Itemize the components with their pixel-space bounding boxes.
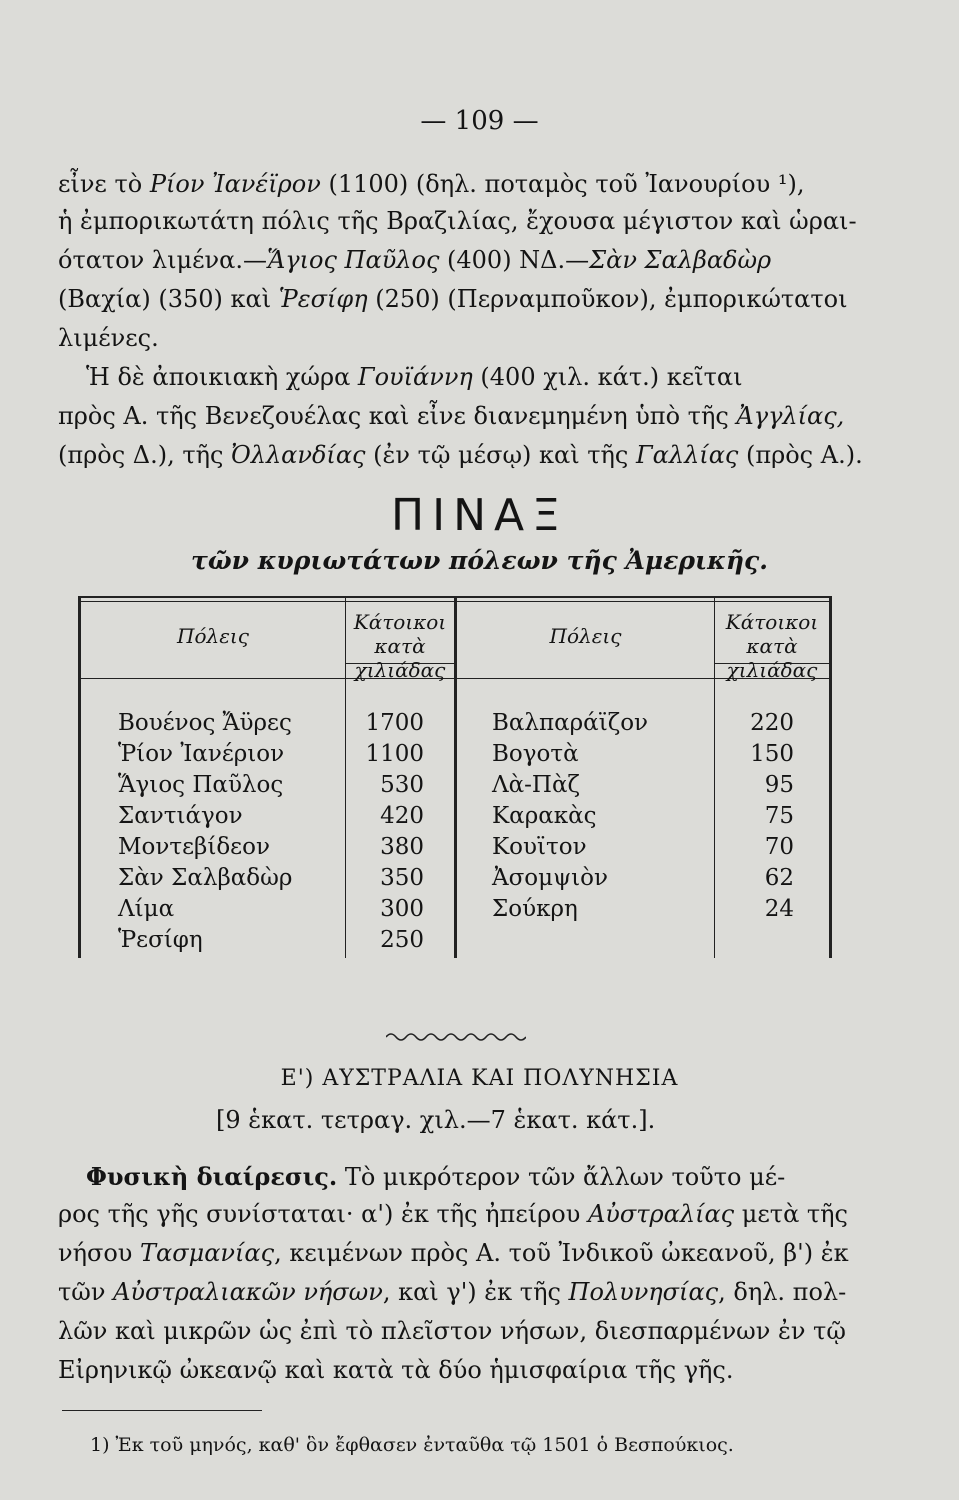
intro-line-8 xyxy=(58,441,863,469)
table-cell-city: Λὰ-Πὰζ xyxy=(492,772,580,798)
table-cell-value: 380 xyxy=(380,834,424,860)
table-cell-value: 350 xyxy=(380,865,424,891)
text: Ἡ δὲ ἀποικιακὴ χώρα xyxy=(86,363,358,391)
text: , κειμένων πρὸς Α. τοῦ Ἰνδικοῦ ὠκεανοῦ, β') ἐκ xyxy=(274,1239,849,1267)
table-cell-city: Λίμα xyxy=(118,896,175,922)
header-cities-right: Πόλεις xyxy=(549,624,622,648)
text-italic: Αὐστραλίας xyxy=(587,1200,735,1228)
intro-line-5: λιμένες. xyxy=(58,324,159,352)
text: ρος τῆς γῆς συνίσταται· α') ἐκ τῆς ἠπείρου xyxy=(58,1200,588,1228)
header-inhabitants-right-1: Κάτοικοι xyxy=(725,610,819,634)
text-italic: Γαλλίας xyxy=(636,441,739,469)
table-cell-city: Μοντεβίδεον xyxy=(118,834,270,860)
text: (1100) (δηλ. ποταμὸς τοῦ Ἰανουρίου ¹), xyxy=(320,170,805,198)
text: ότατον λιμένα.— xyxy=(58,246,267,274)
text-italic: Γουϊάννη xyxy=(357,363,473,391)
footnote: 1) Ἐκ τοῦ μηνός, καθ' ὃν ἔφθασεν ἐνταῦθα τῷ 1501 ὁ Βεσπούκιος. xyxy=(90,1434,734,1456)
table-cell-value: 530 xyxy=(380,772,424,798)
table-cell-value: 1100 xyxy=(365,741,424,767)
table-cell-city: Κουϊτον xyxy=(492,834,587,860)
table-cell-value: 250 xyxy=(380,927,424,953)
table-cell-city: Βουένος Ἄϋρες xyxy=(118,710,292,736)
text: εἶνε τὸ xyxy=(58,170,150,198)
intro-line-7 xyxy=(58,402,848,430)
text: (400) ΝΔ.— xyxy=(439,246,590,274)
table-cell-city: Σαντιάγον xyxy=(118,803,243,829)
body-line-3 xyxy=(58,1239,848,1267)
table-subtitle: τῶν κυριωτάτων πόλεων τῆς Ἀμερικῆς. xyxy=(191,546,768,575)
text: τῶν xyxy=(58,1278,114,1306)
table-border-left xyxy=(78,596,81,958)
text-italic: Ῥεσίφη xyxy=(278,285,368,313)
section-stats: [9 ἑκατ. τετραγ. χιλ.—7 ἑκατ. κάτ.]. xyxy=(216,1106,656,1134)
table-cell-city: Καρακὰς xyxy=(492,803,597,829)
header-inhabitants-right-3: χιλιάδας xyxy=(726,658,818,682)
table-cell-value: 24 xyxy=(764,896,794,922)
header-inhabitants-left-3: χιλιάδας xyxy=(354,658,446,682)
header-inhabitants-right-2: κατὰ xyxy=(746,634,798,658)
header-cities-left: Πόλεις xyxy=(177,624,249,648)
table-cell-city: Βαλπαράϊζον xyxy=(492,710,649,736)
table-cell-value: 62 xyxy=(764,865,794,891)
table-cell-value: 220 xyxy=(750,710,794,736)
intro-line-6 xyxy=(86,363,876,391)
table-cell-city: Ἅγιος Παῦλος xyxy=(118,772,284,798)
text-italic: Ρίον Ἰανέϊρον xyxy=(149,170,321,198)
text-italic: Αὐστραλιακῶν νήσων xyxy=(113,1278,383,1306)
header-inhabitants-left-1: Κάτοικοι xyxy=(353,610,447,634)
header-inhabitants-left-2: κατὰ xyxy=(374,634,426,658)
intro-line-4 xyxy=(58,285,848,313)
table-cell-value: 75 xyxy=(764,803,794,829)
table-title: ΠΙΝΑΞ xyxy=(391,490,568,541)
text: (400 χιλ. κάτ.) κεῖται xyxy=(472,363,743,391)
text: νήσου xyxy=(58,1239,141,1267)
body-line-5: λῶν καὶ μικρῶν ὡς ἐπὶ τὸ πλεῖστον νήσων, διεσπαρμένων ἐν τῷ xyxy=(58,1317,846,1345)
text-italic: Ἀγγλίας, xyxy=(736,402,845,430)
text: (πρὸς Δ.), τῆς xyxy=(58,441,232,469)
table-cell-city: Σὰν Σαλβαδὼρ xyxy=(118,865,293,891)
text: (ἐν τῷ μέσῳ) καὶ τῆς xyxy=(365,441,636,469)
table-divider-center xyxy=(454,596,457,958)
table-border-right xyxy=(829,596,832,958)
text: (Βαχία) (350) καὶ xyxy=(58,285,279,313)
page-number: — 109 — xyxy=(420,106,539,136)
text-italic: Ἅγιος Παῦλος xyxy=(266,246,440,274)
body-line-2 xyxy=(58,1200,848,1228)
text: (250) (Περναμποῦκον), ἐμπορικώτατοι xyxy=(367,285,848,313)
table-cell-value: 150 xyxy=(750,741,794,767)
intro-line-3 xyxy=(58,246,848,274)
text-italic: Τασμανίας xyxy=(140,1239,275,1267)
intro-line-2: ἡ ἐμπορικωτάτη πόλις τῆς Βραζιλίας, ἔχουσα μέγιστον καὶ ὡραι- xyxy=(58,207,857,235)
text-italic: Πολυνησίας xyxy=(568,1278,719,1306)
wavy-divider-icon xyxy=(386,1030,526,1044)
text: μετὰ τῆς xyxy=(734,1200,848,1228)
text-italic: Σὰν Σαλβαδὼρ xyxy=(589,246,772,274)
table-cell-city: Σούκρη xyxy=(492,896,578,922)
text: (πρὸς Α.). xyxy=(738,441,863,469)
intro-line-1 xyxy=(58,170,848,198)
text: , καὶ γ') ἐκ τῆς xyxy=(382,1278,569,1306)
table-cell-value: 95 xyxy=(764,772,794,798)
table-cell-value: 300 xyxy=(380,896,424,922)
table-cell-city: Βογοτὰ xyxy=(492,741,579,767)
text-bold: Φυσικὴ διαίρεσις. xyxy=(86,1162,338,1191)
section-heading: Ε') ΑΥΣΤΡΑΛΙΑ ΚΑΙ ΠΟΛΥΝΗΣΙΑ xyxy=(280,1066,679,1091)
body-line-1 xyxy=(86,1162,876,1191)
table-cell-value: 1700 xyxy=(365,710,424,736)
body-line-4 xyxy=(58,1278,848,1306)
footnote-rule xyxy=(62,1410,262,1411)
table-cell-value: 420 xyxy=(380,803,424,829)
table-cell-city: Ἀσομψιὸν xyxy=(492,865,608,891)
table-cell-value: 70 xyxy=(764,834,794,860)
text: , δηλ. πολ- xyxy=(718,1278,847,1306)
table-cell-city: Ῥεσίφη xyxy=(118,927,203,953)
text: πρὸς Α. τῆς Βενεζουέλας καὶ εἶνε διανεμημένη ὑπὸ τῆς xyxy=(58,402,737,430)
table-cell-city: Ῥίον Ἰανέριον xyxy=(118,741,285,767)
text-italic: Ὀλλανδίας xyxy=(231,441,366,469)
text: Τὸ μικρότερον τῶν ἄλλων τοῦτο μέ- xyxy=(337,1163,786,1191)
body-line-6: Εἰρηνικῷ ὠκεανῷ καὶ κατὰ τὰ δύο ἡμισφαίρια τῆς γῆς. xyxy=(58,1356,734,1384)
cities-table xyxy=(78,596,832,958)
